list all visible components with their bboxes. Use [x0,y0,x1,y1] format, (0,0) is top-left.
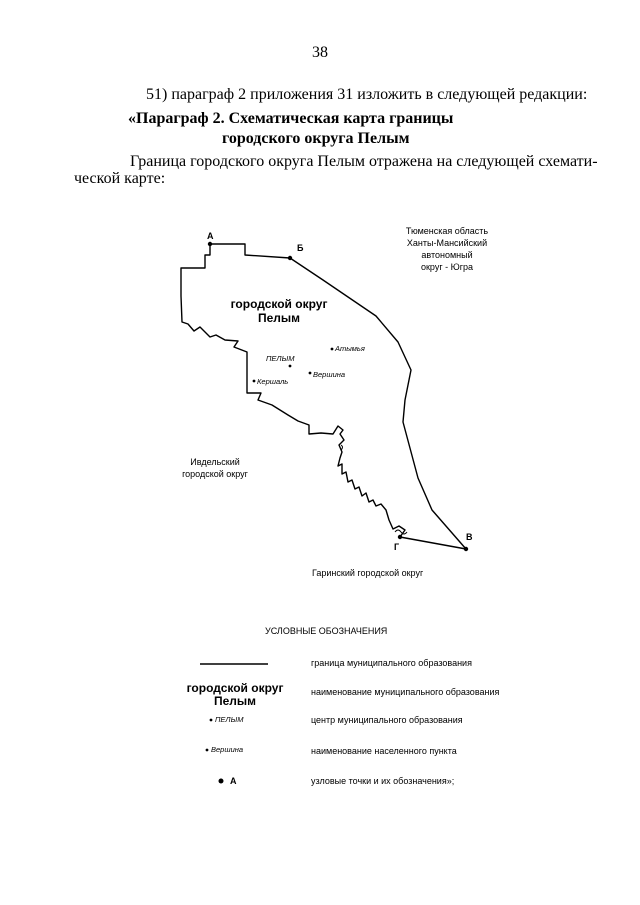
municipal-boundary [181,244,466,549]
node-label-v: В [466,532,473,542]
settlement-point-kershal [253,380,256,383]
node-label-a: А [207,231,214,241]
node-point-g [398,535,402,539]
legend-item-text-center: центр муниципального образования [311,715,463,725]
legend-symbol-settlement: Вершина [211,745,244,754]
legend-item-text-node: узловые точки и их обозначения»; [311,776,455,786]
neighbor-northeast: Тюменская область Ханты-Мансийский автономный округ - Югра [405,226,489,272]
legend-center-dot [210,719,213,722]
settlement-label-vershina: Вершина [313,370,346,379]
settlement-point-vershina [309,372,312,375]
neighbor-west: Ивдельский городской округ [182,457,248,479]
node-point-v [464,547,468,551]
paragraph-line-2: ческой карте: [74,170,166,187]
paragraph-line-1: Граница городского округа Пелым отражена на следующей схемати- [130,153,598,170]
legend-symbol-center: ПЕЛЫМ [215,715,244,724]
legend-symbol-node: А [230,776,237,786]
settlement-point-atymya [331,348,334,351]
neighbor-south: Гаринский городской округ [312,568,424,578]
settlement-label-atymya: Атымья [335,344,365,353]
settlement-label-kershal: Кершаль [257,377,289,386]
item-text: 51) параграф 2 приложения 31 изложить в следующей редакции: [146,86,588,103]
legend-symbol-district-name: городской округ Пелым [186,681,284,708]
node-label-g: Г [394,542,400,552]
settlement-point-pelym [289,365,292,368]
node-point-a [208,242,212,246]
heading-line-2: городского округа Пелым [222,130,410,147]
legend-settlement-dot [206,749,209,752]
center-label-pelym: ПЕЛЫМ [266,354,295,363]
node-point-b [288,256,292,260]
district-name: городской округ Пелым [230,297,328,325]
heading-line-1: «Параграф 2. Схематическая карта границы [128,110,454,127]
legend-title: УСЛОВНЫЕ ОБОЗНАЧЕНИЯ [265,626,388,636]
page-number: 38 [312,44,328,61]
legend-item-text-district-name: наименование муниципального образования [311,687,500,697]
legend-item-text-settlement: наименование населенного пункта [311,746,457,756]
node-label-b: Б [297,243,304,253]
legend-node-dot [219,779,224,784]
legend-item-text-boundary: граница муниципального образования [311,658,472,668]
